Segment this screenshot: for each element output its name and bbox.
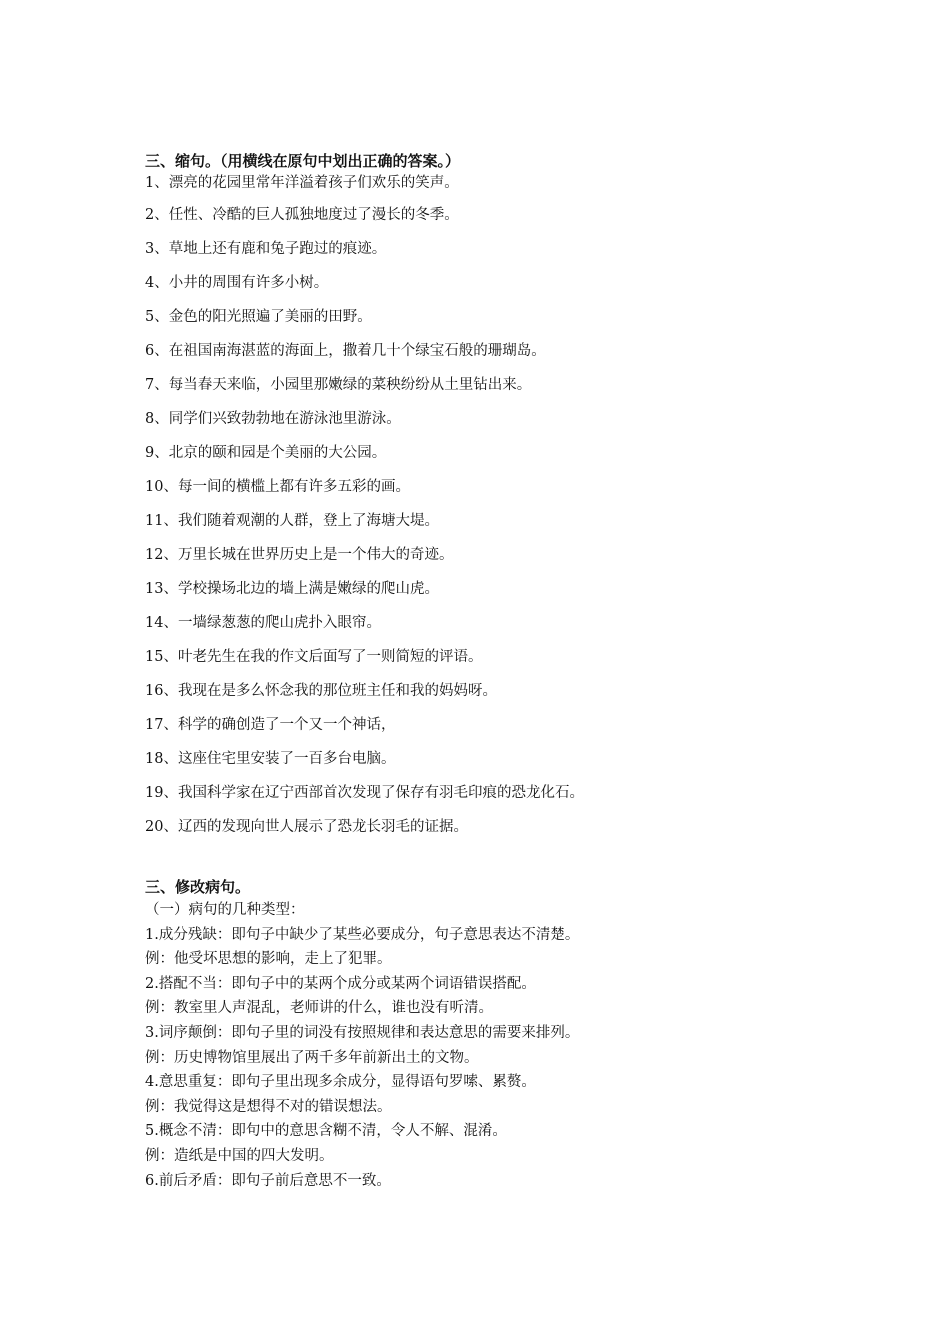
- section-heading-correct-sentences: 三、修改病句。: [145, 878, 251, 896]
- error-type-example: 例：我觉得这是想得不对的错误想法。: [145, 1098, 392, 1115]
- error-type-definition: 2.搭配不当：即句子中的某两个成分或某两个词语错误搭配。: [145, 975, 536, 992]
- exercise-item: 18、这座住宅里安装了一百多台电脑。: [145, 751, 396, 767]
- error-type-definition: 5.概念不清：即句中的意思含糊不清，令人不解、混淆。: [145, 1123, 507, 1140]
- error-type-definition: 1.成分残缺：即句子中缺少了某些必要成分，句子意思表达不清楚。: [145, 926, 580, 943]
- exercise-item: 9、北京的颐和园是个美丽的大公园。: [145, 445, 387, 461]
- document-page: [145, 150, 845, 1193]
- exercise-item: 3、草地上还有鹿和兔子跑过的痕迹。: [145, 241, 387, 257]
- exercise-item: 11、我们随着观潮的人群，登上了海塘大堤。: [145, 513, 439, 529]
- exercise-item: 17、科学的确创造了一个又一个神话，: [145, 717, 396, 733]
- exercise-item: 15、叶老先生在我的作文后面写了一则简短的评语。: [145, 649, 483, 665]
- exercise-item: 20、辽西的发现向世人展示了恐龙长羽毛的证据。: [145, 819, 468, 835]
- error-type-example: 例：历史博物馆里展出了两千多年前新出土的文物。: [145, 1049, 479, 1066]
- exercise-item: 8、同学们兴致勃勃地在游泳池里游泳。: [145, 411, 401, 427]
- sentence-error-types: [145, 923, 845, 1194]
- section-heading-condense: 三、缩句。（用横线在原句中划出正确的答案。）: [145, 152, 461, 170]
- exercise-item: 5、金色的阳光照遍了美丽的田野。: [145, 309, 372, 325]
- exercise-item: 1、漂亮的花园里常年洋溢着孩子们欢乐的笑声。: [145, 175, 459, 191]
- exercise-item: 6、在祖国南海湛蓝的海面上，撒着几十个绿宝石般的珊瑚岛。: [145, 343, 546, 359]
- error-type-example: 例：他受坏思想的影响，走上了犯罪。: [145, 951, 392, 968]
- exercise-item: 10、每一间的横槛上都有许多五彩的画。: [145, 479, 410, 495]
- exercise-item: 12、万里长城在世界历史上是一个伟大的奇迹。: [145, 547, 454, 563]
- error-type-definition: 4.意思重复：即句子里出现多余成分，显得语句罗嗦、累赘。: [145, 1074, 536, 1091]
- section-spacer: [145, 850, 845, 876]
- exercise-item: 2、任性、冷酷的巨人孤独地度过了漫长的冬季。: [145, 207, 459, 223]
- error-type-example: 例：造纸是中国的四大发明。: [145, 1147, 334, 1164]
- exercise-item: 7、每当春天来临，小园里那嫩绿的菜秧纷纷从土里钻出来。: [145, 377, 532, 393]
- subsection-title: （一）病句的几种类型：: [145, 902, 305, 918]
- condense-exercise-list: [145, 172, 845, 850]
- error-type-example: 例：教室里人声混乱，老师讲的什么，谁也没有听清。: [145, 1000, 493, 1017]
- exercise-item: 13、学校操场北边的墙上满是嫩绿的爬山虎。: [145, 581, 439, 597]
- exercise-item: 4、小井的周围有许多小树。: [145, 275, 329, 291]
- exercise-item: 16、我现在是多么怀念我的那位班主任和我的妈妈呀。: [145, 683, 497, 699]
- exercise-item: 14、一墙绿葱葱的爬山虎扑入眼帘。: [145, 615, 381, 631]
- error-type-definition: 3.词序颠倒：即句子里的词没有按照规律和表达意思的需要来排列。: [145, 1024, 580, 1041]
- exercise-item: 19、我国科学家在辽宁西部首次发现了保存有羽毛印痕的恐龙化石。: [145, 785, 584, 801]
- error-type-definition: 6.前后矛盾：即句子前后意思不一致。: [145, 1172, 391, 1189]
